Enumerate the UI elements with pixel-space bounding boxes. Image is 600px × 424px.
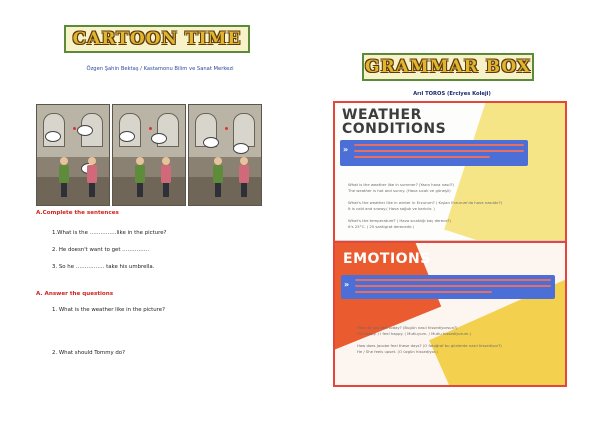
girl-figure <box>161 157 171 197</box>
weather-explanation-bar <box>340 140 528 166</box>
emotion-example: How do you feel today? (Bugün nasıl hissediyorsun?) <box>357 325 458 330</box>
cartoon-time-title: CARTOON TIME <box>64 25 250 53</box>
weather-conditions-card <box>333 101 567 241</box>
weather-example: It is cold and snowy.( Hava soğuk ve karlıdır. ) <box>348 206 435 211</box>
comic-strip <box>36 104 262 206</box>
comic-panel-3 <box>188 104 262 206</box>
emotions-heading: EMOTIONS <box>343 251 431 267</box>
chevron-right-icon: » <box>343 145 349 154</box>
comic-panel-1 <box>36 104 110 206</box>
girl-figure <box>87 157 97 197</box>
grammar-box-title: GRAMMAR BOX <box>362 53 534 81</box>
weather-example: The weather is hot and sunny. (Hava sıcak ve güneşli) <box>348 188 451 193</box>
section-b-heading: A. Answer the questions <box>36 291 114 297</box>
boy-figure <box>213 157 223 197</box>
chevron-right-icon: » <box>344 280 350 289</box>
sentence-2: 2. He doesn't want to get …………… <box>52 247 150 253</box>
speech-bubble <box>77 125 93 136</box>
girl-figure <box>239 157 249 197</box>
weather-example: What's the temperature? ( Hava sıcaklığı kaç derece?) <box>348 218 452 223</box>
weather-example: It's 25°C. ( 25 santigrat derecedir.) <box>348 224 414 229</box>
speech-bubble <box>119 131 135 142</box>
weather-example: What is the weather like in summer? (Yazın hava nasıl?) <box>348 182 455 187</box>
weather-heading: WEATHER CONDITIONS <box>342 107 447 137</box>
speech-bubble <box>151 133 167 144</box>
comic-panel-2 <box>112 104 186 206</box>
boy-figure <box>135 157 145 197</box>
emotion-example: He / She feels upset. (O üzgün hissediyor.) <box>357 349 438 354</box>
speech-bubble <box>203 137 219 148</box>
question-2: 2. What should Tommy do? <box>52 350 125 356</box>
section-a-heading: A.Complete the sentences <box>36 210 119 216</box>
boy-figure <box>59 157 69 197</box>
weather-example: What's the weather like in winter in Erzurum? ( Kışları Erzurum'da hava nasıldır?) <box>348 200 503 205</box>
sentence-1: 1.What is the ……………like in the picture? <box>52 230 167 236</box>
left-author: Özgen Şahin Bektaş / Kastamonu Bilim ve Sanat Merkezi <box>86 66 234 72</box>
speech-bubble <box>45 131 61 142</box>
emotion-example: I'm happy. / I feel happy. ( Mutluyum. / Mutlu hissediyorum.) <box>357 331 472 336</box>
emotions-explanation-bar <box>341 275 555 299</box>
emotion-example: How does Jacobe feel these days? (O fotoğraf bu günlerde nasıl hissediyor?) <box>357 343 502 348</box>
sentence-3: 3. So he ……………. take his umbrella. <box>52 264 155 270</box>
question-1: 1. What is the weather like in the picture? <box>52 307 165 313</box>
right-author: Arıl TOROS (Erciyes Koleji) <box>413 91 491 97</box>
speech-bubble <box>233 143 249 154</box>
emotions-card <box>333 241 567 387</box>
